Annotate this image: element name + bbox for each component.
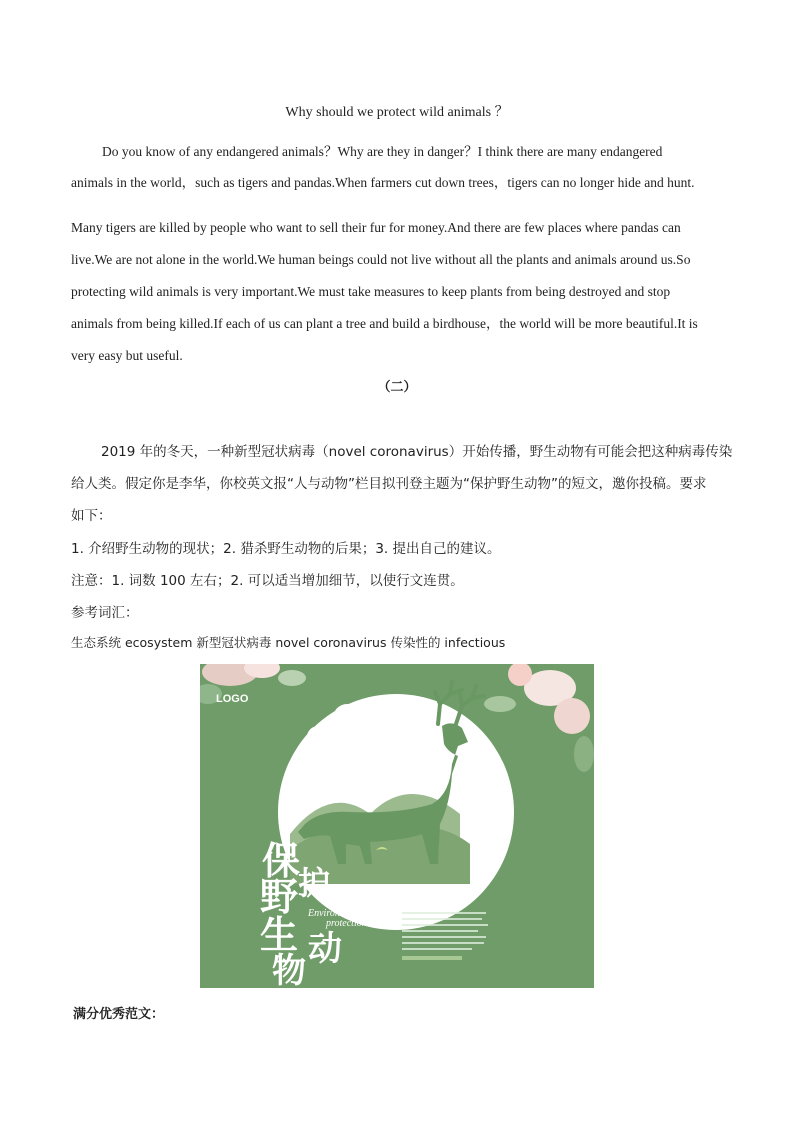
earth-label: EARTH [402, 891, 450, 907]
model-essay-label: 满分优秀范文： [73, 1007, 165, 1022]
big-char-4: 生 [260, 912, 299, 957]
prompt-line-3: 如下： [71, 508, 112, 524]
prompt-line-6: 参考词汇： [71, 605, 139, 621]
big-char-5: 动 [308, 929, 342, 969]
prompt-line-5: 注意：1. 词数 100 左右；2. 可以适当增加细节，以使行文连贯。 [71, 573, 464, 589]
wildlife-poster-image [200, 664, 594, 988]
essay-title: Why should we protect wild animals ？ [285, 105, 509, 120]
poster-logo: LOGO [216, 693, 249, 705]
essay-line-4: live.We are not alone in the world.We human beings could not live without all the plants and animals around us.So [71, 252, 691, 267]
essay-line-1: Do you know of any endangered animals？Why are they in danger？I think there are many endangered [102, 144, 663, 159]
big-char-2: 护 [298, 864, 331, 902]
essay-line-7: very easy but useful. [71, 348, 183, 363]
big-char-1: 保 [262, 838, 301, 883]
essay-line-5: protecting wild animals is very important.We must take measures to keep plants from being destroyed and stop [71, 284, 671, 299]
essay-line-2: animals in the world，such as tigers and pandas.When farmers cut down trees，tigers can no longer hide and hunt. [71, 175, 695, 190]
vocab-line: 生态系统 ecosystem 新型冠状病毒 novel coronavirus 传染性的 infectious [71, 635, 506, 650]
big-char-3: 野 [260, 874, 299, 919]
poster-subtitle-1: Environmental [308, 908, 368, 919]
essay-line-3: Many tigers are killed by people who want to sell their fur for money.And there are few places where pandas can [71, 220, 681, 235]
section-heading: （二） [377, 380, 417, 395]
essay-line-6: animals from being killed.If each of us can plant a tree and build a birdhouse，the world will be more beautiful.It is [71, 316, 698, 331]
big-char-6: 物 [272, 951, 306, 988]
save-the-label: SAVE THE [402, 885, 436, 892]
prompt-line-2: 给人类。假定你是李华，你校英文报“人与动物”栏目拟刊登主题为“保护野生动物”的短文，邀你投稿。要求 [71, 476, 707, 492]
prompt-line-4: 1. 介绍野生动物的现状；2. 猎杀野生动物的后果；3. 提出自己的建议。 [71, 541, 501, 557]
prompt-line-1: 2019 年的冬天，一种新型冠状病毒（novel coronavirus）开始传播，野生动物有可能会把这种病毒传染 [101, 444, 733, 460]
poster-subtitle-2: protection [326, 918, 367, 929]
